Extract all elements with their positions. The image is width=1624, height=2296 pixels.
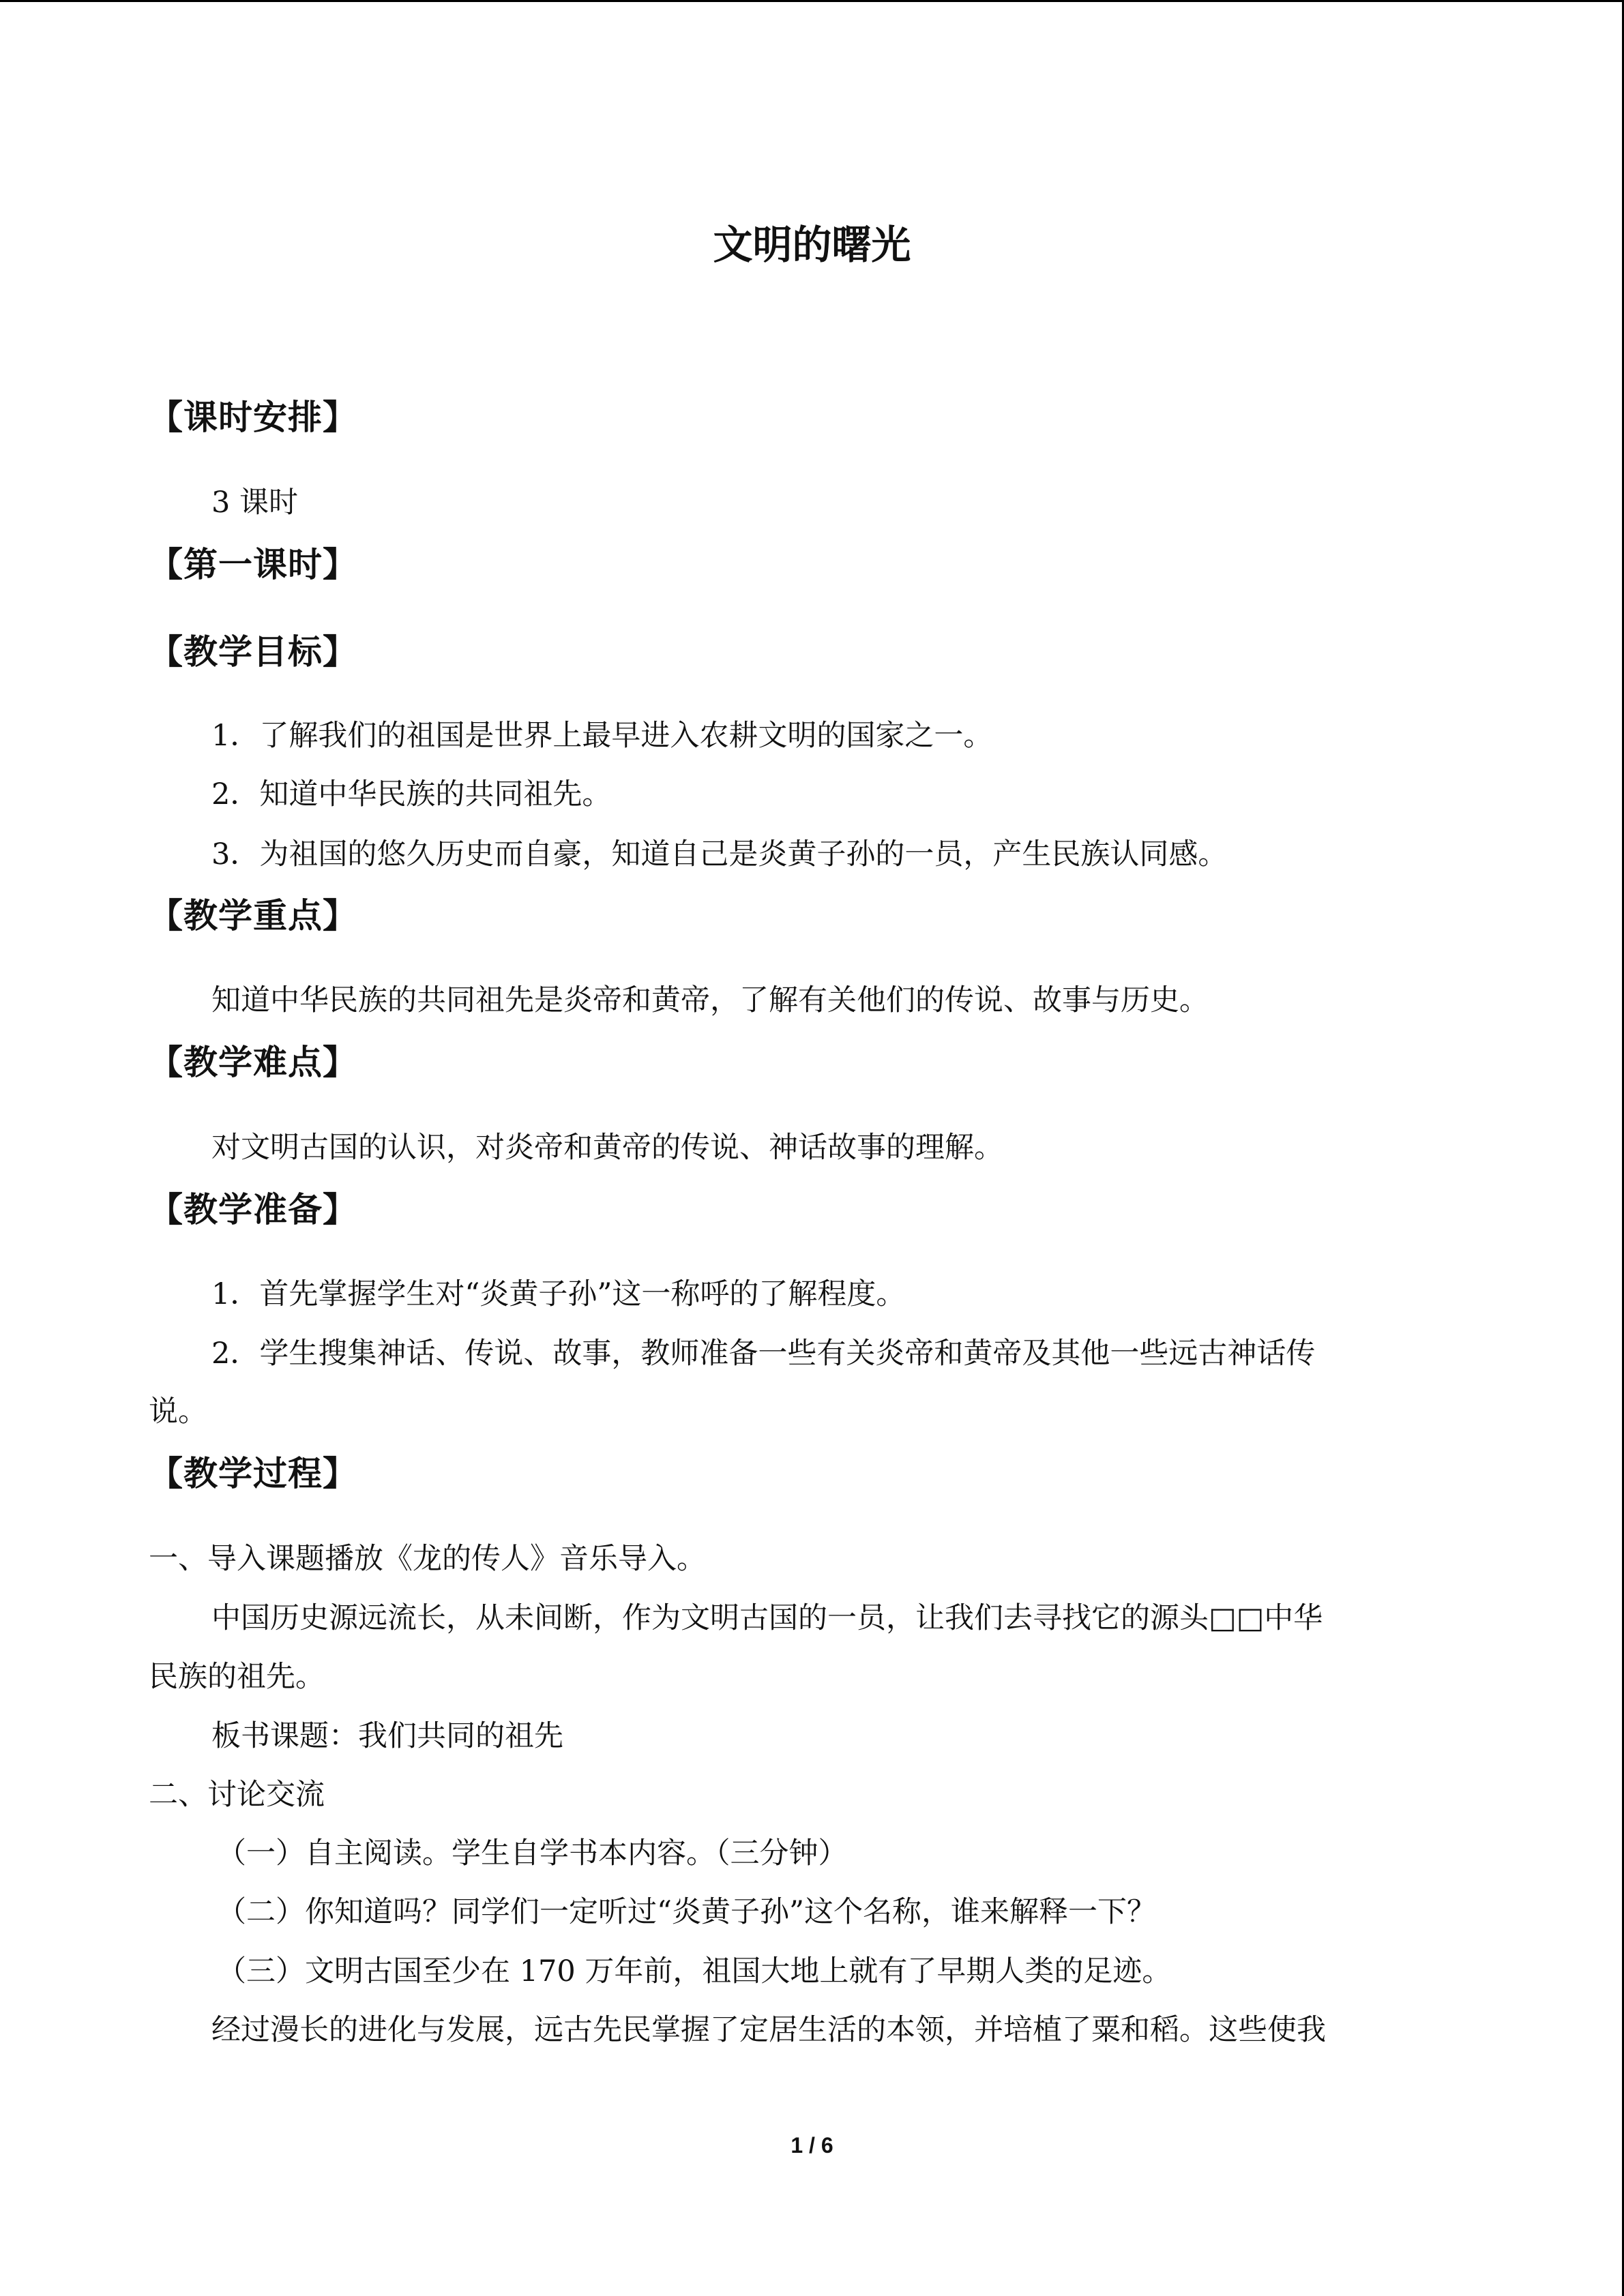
process-line-8: （三）文明古国至少在 170 万年前，祖国大地上就有了早期人类的足迹。 bbox=[217, 1954, 1172, 1988]
goal-item-1: 1．了解我们的祖国是世界上最早进入农耕文明的国家之一。 bbox=[211, 719, 993, 753]
preparation-item-2: 2．学生搜集神话、传说、故事，教师准备一些有关炎帝和黄帝及其他一些远古神话传 bbox=[211, 1337, 1316, 1371]
goal-item-3: 3．为祖国的悠久历史而自豪，知道自己是炎黄子孙的一员，产生民族认同感。 bbox=[211, 837, 1228, 871]
process-line-3: 民族的祖先。 bbox=[149, 1660, 325, 1694]
top-border bbox=[0, 0, 1624, 2]
process-line-7: （二）你知道吗？同学们一定听过“炎黄子孙”这个名称，谁来解释一下？ bbox=[217, 1895, 1156, 1929]
key-points-text: 知道中华民族的共同祖先是炎帝和黄帝，了解有关他们的传说、故事与历史。 bbox=[211, 983, 1209, 1017]
process-line-6: （一）自主阅读。学生自学书本内容。（三分钟） bbox=[217, 1836, 848, 1870]
process-line-4: 板书课题：我们共同的祖先 bbox=[211, 1719, 563, 1753]
goal-item-2: 2．知道中华民族的共同祖先。 bbox=[211, 777, 612, 811]
schedule-text: 3 课时 bbox=[211, 486, 299, 520]
difficulties-text: 对文明古国的认识，对炎帝和黄帝的传说、神话故事的理解。 bbox=[211, 1131, 1003, 1165]
heading-key-points: 【教学重点】 bbox=[149, 896, 357, 936]
preparation-item-2-cont: 说。 bbox=[149, 1395, 207, 1429]
page-number: 1 / 6 bbox=[791, 2133, 833, 2158]
heading-preparation: 【教学准备】 bbox=[149, 1190, 357, 1229]
heading-goals: 【教学目标】 bbox=[149, 632, 357, 672]
process-line-1: 一、导入课题播放《龙的传人》音乐导入。 bbox=[149, 1542, 706, 1576]
process-line-2: 中国历史源远流长，从未间断，作为文明古国的一员，让我们去寻找它的源头□□中华 bbox=[211, 1601, 1323, 1635]
heading-first-lesson: 【第一课时】 bbox=[149, 545, 357, 584]
preparation-item-1: 1．首先掌握学生对“炎黄子孙”这一称呼的了解程度。 bbox=[211, 1277, 906, 1311]
heading-schedule: 【课时安排】 bbox=[149, 398, 357, 437]
process-line-9: 经过漫长的进化与发展，远古先民掌握了定居生活的本领，并培植了粟和稻。这些使我 bbox=[211, 2013, 1326, 2047]
heading-process: 【教学过程】 bbox=[149, 1454, 357, 1493]
process-line-5: 二、讨论交流 bbox=[149, 1778, 325, 1812]
page-title: 文明的曙光 bbox=[713, 222, 911, 268]
heading-difficulties: 【教学难点】 bbox=[149, 1043, 357, 1082]
